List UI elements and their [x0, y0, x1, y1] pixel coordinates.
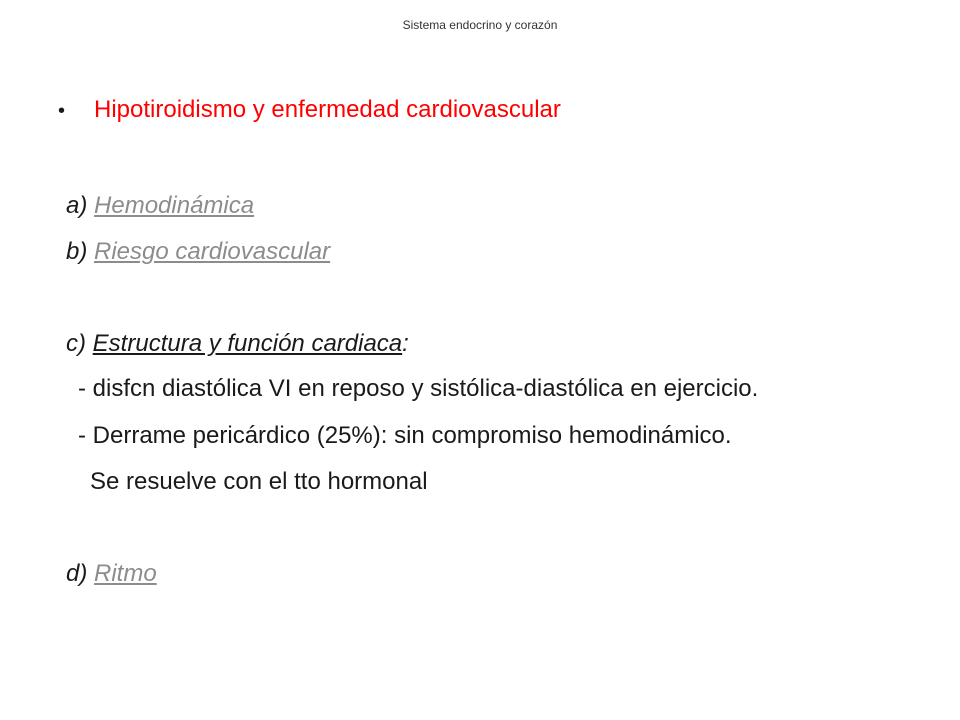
item-b-label[interactable]: Riesgo cardiovascular [94, 238, 331, 265]
bullet-heading: Hipotiroidismo y enfermedad cardiovascular [94, 96, 561, 123]
item-d [66, 560, 157, 588]
item-b [66, 238, 330, 266]
item-c-detail-2: - Derrame pericárdico (25%): sin compromiso hemodinámico. [78, 422, 732, 449]
item-c-suffix: : [402, 330, 409, 357]
item-b-prefix: b) [66, 238, 95, 265]
item-c-detail-1: - disfcn diastólica VI en reposo y sistólica-diastólica en ejercicio. [78, 375, 759, 402]
item-c [66, 330, 409, 358]
item-c-prefix: c) [66, 330, 93, 357]
item-a [66, 192, 254, 220]
item-c-detail-3: Se resuelve con el tto hormonal [90, 468, 428, 495]
item-c-label: Estructura y función cardiaca [92, 330, 403, 357]
item-d-prefix: d) [66, 560, 95, 587]
item-a-prefix: a) [66, 192, 95, 219]
bullet-icon: • [58, 100, 66, 122]
item-d-label[interactable]: Ritmo [94, 560, 157, 587]
bullet-heading-row [58, 96, 561, 124]
item-a-label[interactable]: Hemodinámica [94, 192, 255, 219]
slide-header: Sistema endocrino y corazón [402, 18, 558, 32]
